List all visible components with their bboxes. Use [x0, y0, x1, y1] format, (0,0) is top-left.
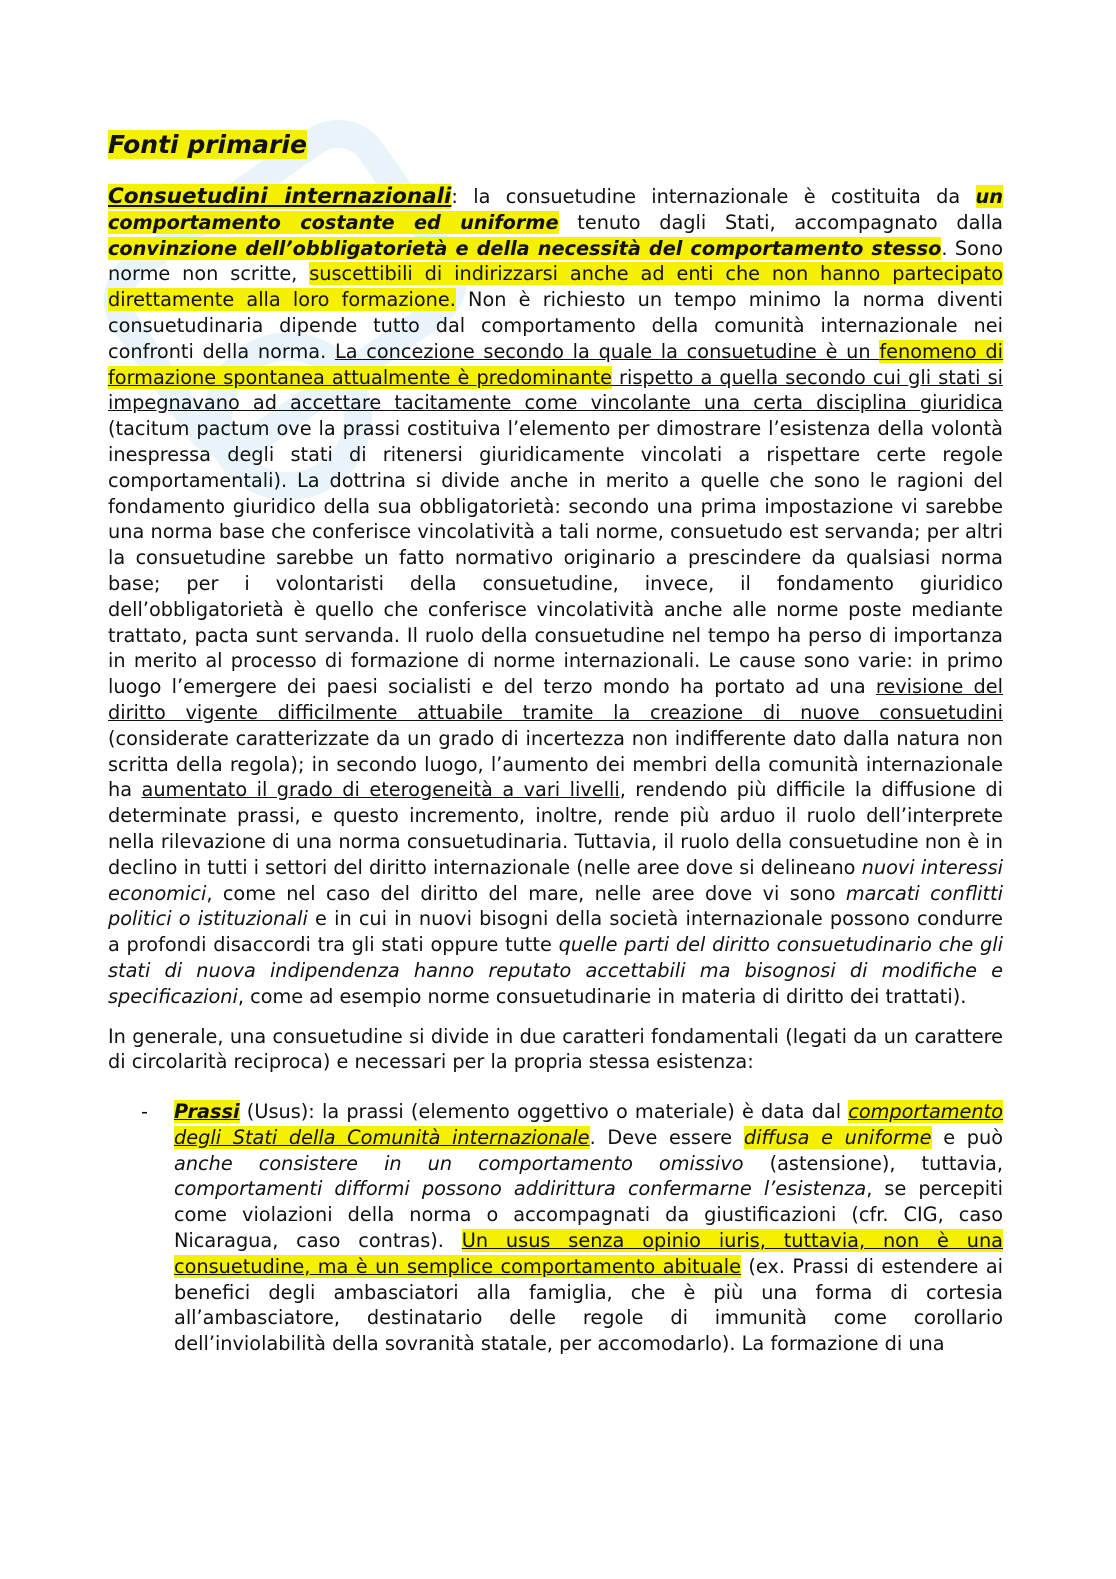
section-heading: Fonti primarie [108, 130, 307, 159]
paragraph-consuetudini: Consuetudini internazionali: la consuetudine internazionale è costituita da un comportamento costante ed uniforme tenuto dagli Stati, accompagnato dalla convinzione dell’obbligatorietà e della necessità del comportamento stesso. Sono norme non scritte, suscettibili di indirizzarsi anche ad enti che non hanno partecipato direttamente alla loro formazione. Non è richiesto un tempo minimo la norma diventi consuetudinaria dipende tutto dal comportamento della comunità internazionale nei confronti della norma. La concezione secondo la quale la consuetudine è un fenomeno di formazione spontanea attualmente è predominante rispetto a quella secondo cui gli stati si impegnavano ad accettare tacitamente come vincolante una certa disciplina giuridica (tacitum pactum ove la prassi costituiva l’elemento per dimostrare l’esistenza della volontà inespressa degli stati di ritenersi giuridicamente vincolati a rispettare certe regole comportamentali). La dottrina si divide anche in merito a quelle che sono le ragioni del fondamento giuridico della sua obbligatorietà: secondo una prima impostazione vi sarebbe una norma base che conferisce vincolatività a tali norme, consuetudo est servanda; per altri la consuetudine sarebbe un fatto normativo originario a prescindere da qualsiasi norma base; per i volontaristi della consuetudine, invece, il fondamento giuridico dell’obbligatorietà è quello che conferisce vincolatività anche alle norme poste mediante trattato, pacta sunt servanda. Il ruolo della consuetudine nel tempo ha perso di importanza in merito al processo di formazione di norme internazionali. Le cause sono varie: in primo luogo l’emergere dei paesi socialisti e del terzo mondo ha portato ad una revisione del diritto vigente difficilmente attuabile tramite la creazione di nuove consuetudini (considerate caratterizzate da un grado di incertezza non indifferente dato dalla natura non scritta della regola); in secondo luogo, l’aumento dei membri della comunità internazionale ha aumentato il grado di eterogeneità a vari livelli, rendendo più difficile la diffusione di determinate prassi, e questo incremento, inoltre, rende più arduo il ruolo dell’interprete nella rilevazione di una norma consuetudinaria. Tuttavia, il ruolo della consuetudine non è in declino in tutti i settori del diritto internazionale (nelle aree dove si delineano nuovi interessi economici, come nel caso del diritto del mare, nelle aree dove vi sono marcati conflitti politici o istituzionali e in cui in nuovi bisogni della società internazionale possono condurre a profondi disaccordi tra gli stati oppure tutte quelle parti del diritto consuetudinario che gli stati di nuova indipendenza hanno reputato accettabili ma bisognosi di modifiche e specificazioni, come ad esempio norme consuetudinarie in materia di diritto dei trattati). [108, 184, 1004, 1008]
document-page [108, 128, 1003, 1357]
bullet-list [108, 1099, 1003, 1357]
list-item-prassi [108, 1099, 1003, 1357]
bullet-text: Prassi (Usus): la prassi (elemento oggettivo o materiale) è data dal comportamento degli Stati della Comunità internazionale. Deve essere diffusa e uniforme e può anche consistere in un comportamento omissivo (astensione), tuttavia, comportamenti difformi possono addirittura confermarne l’esistenza, se percepiti come violazioni della norma o accompagnati da giustificazioni (cfr. CIG, caso Nicaragua, caso contras). Un usus senza opinio iuris, tuttavia, non è una consuetudine, ma è un semplice comportamento abituale (ex. Prassi di estendere ai benefici degli ambasciatori alla famiglia, che è più una forma di cortesia all’ambasciatore, destinatario delle regole di immunità come corollario dell’inviolabilità della sovranità statale, per accomodarlo). La formazione di una [174, 1100, 1003, 1356]
bullet-dash: - [141, 1100, 148, 1124]
paragraph-caratteri: In generale, una consuetudine si divide in due caratteri fondamentali (legati da un carattere di circolarità reciproca) e necessari per la propria stessa esistenza: [108, 1024, 1003, 1074]
